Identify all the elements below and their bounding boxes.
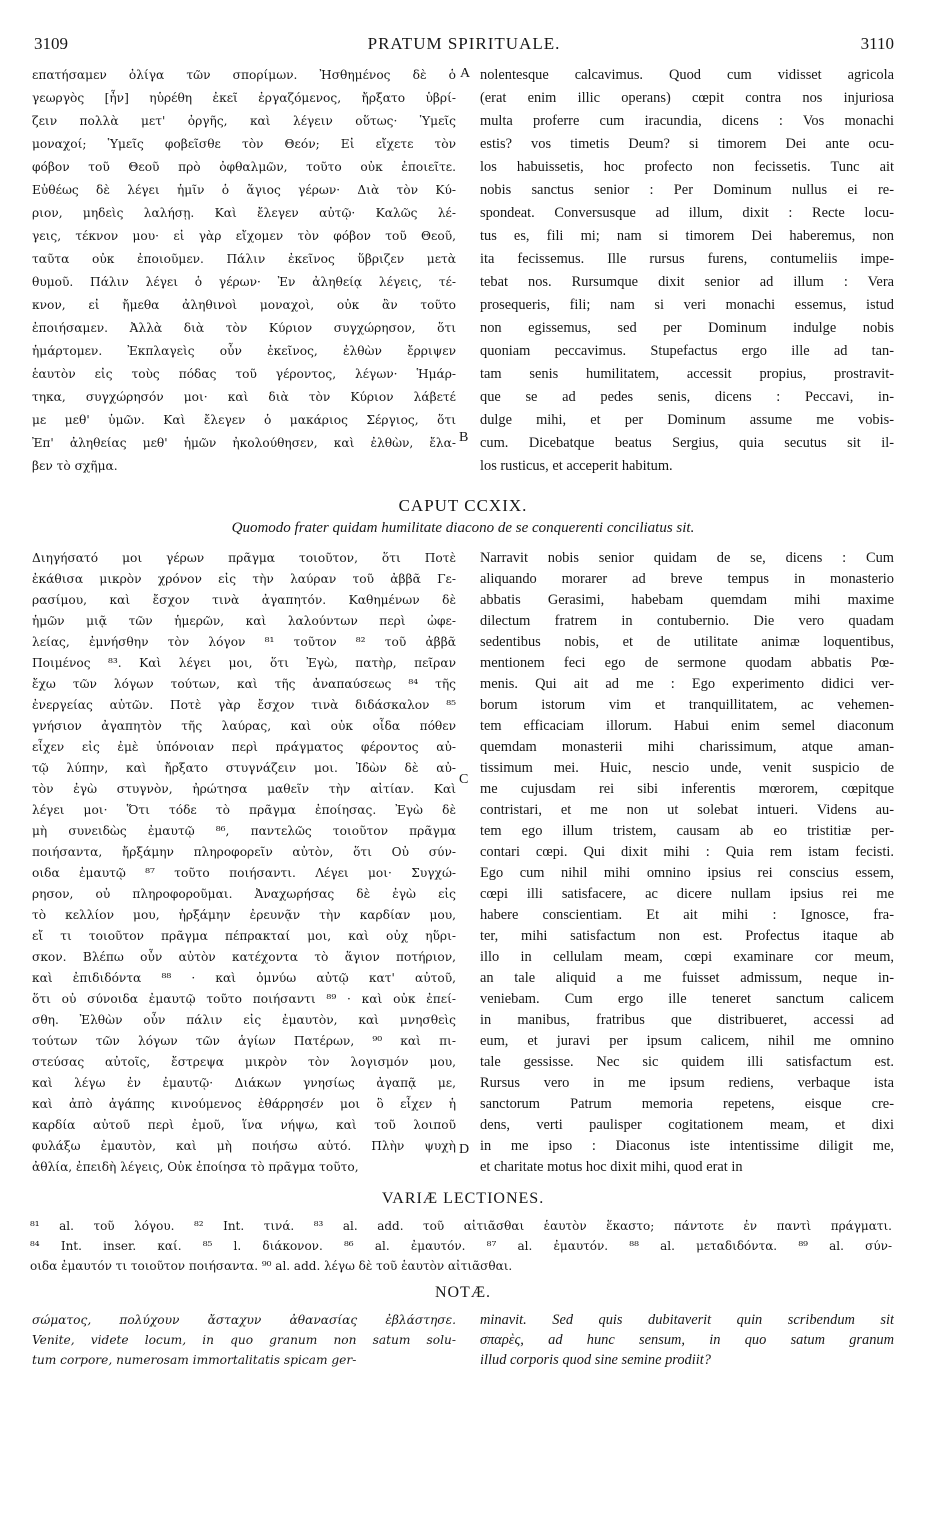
bottom-latin-line: an tale aliquid a me fuisset admissum, neque in- xyxy=(480,970,894,986)
bottom-latin-line: eum, et juravi per ipsum calicem, nihil me omnino xyxy=(480,1033,894,1049)
bottom-latin-line: cœpi illi satisfacere, ac dicere nullam ipsius rei me xyxy=(480,886,894,902)
variae-line: οιδα ἐμαυτόν τι τοιοῦτον ποιήσαντα. ⁹⁰ al. add. λέγω δὲ τοῦ ἑαυτὸν αἰτιᾶσθαι. xyxy=(30,1259,513,1273)
bottom-latin-line: et charitate motus hoc dixit mihi, quod erat in xyxy=(480,1159,743,1175)
bottom-latin-line: tem ego illum tristem, causam ab eo tristitiæ per- xyxy=(480,823,894,839)
notae-right-line: minavit. Sed quis dubitaverit quin scribendum sit xyxy=(480,1312,894,1328)
bottom-latin-line: borum istorum vim et tranquillitatem, ac vehemen- xyxy=(480,697,894,713)
top-greek-line: φόβον τοῦ Θεοῦ πρὸ ὀφθαλμῶν, τοῦτο οὐκ ἐποιεῖτε. xyxy=(32,160,456,174)
notae-left-column xyxy=(32,1310,456,1374)
notae-right-column xyxy=(480,1310,894,1374)
bottom-greek-line: γνήσιον ἀγαπητὸν τῆς λαύρας, καὶ οὐκ οἶδα πόθεν xyxy=(32,719,456,733)
variae-lectiones-heading: VARIÆ LECTIONES. xyxy=(381,1190,545,1207)
top-latin-line: dulge mihi, et per Dominum assume me vobis- xyxy=(480,412,894,428)
bottom-greek-line: Ποιμένος ⁸³. Καὶ λέγει μοι, ὅτι Ἐγὼ, πατὴρ, πεῖραν xyxy=(32,656,456,670)
top-greek-line: Εὐθέως δὲ λέγει ἡμῖν ὁ ἅγιος γέρων· Διὰ τὸν Κύ- xyxy=(32,183,456,197)
bottom-latin-line: in me ipso : Diaconus iste intentissime diligit me, xyxy=(480,1138,894,1154)
margin-letter-c: C xyxy=(459,772,469,787)
top-greek-line: ἑαυτὸν εἰς τοὺς πόδας τοῦ γέροντος, λέγων· Ἡμάρ- xyxy=(32,367,456,381)
top-greek-line: γεις, τέκνον μου· εἰ γὰρ εἴχομεν τὸν φόβον τοῦ Θεοῦ, xyxy=(32,229,456,243)
top-latin-line: tus es, fili mi; nam si timorem Dei haberemus, non xyxy=(480,228,894,244)
top-greek-line: επατήσαμεν ὀλίγα τῶν σπορίμων. Ἠσθημένος δὲ ὁ xyxy=(32,68,456,82)
bottom-latin-line: aliquando morarer ad breve tempus in monasterio xyxy=(480,571,894,587)
bottom-greek-line: Διηγήσατό μοι γέρων πρᾶγμα τοιοῦτον, ὅτι Ποτὲ xyxy=(32,551,456,565)
top-greek-line: ἡμάρτομεν. Ἐκπλαγεὶς οὖν ἐκεῖνος, ἐλθὼν ἔρριψεν xyxy=(32,344,456,358)
top-latin-line: que se ad pedes senis, dicens : Peccavi, in- xyxy=(480,389,894,405)
top-latin-line: tam senis humilitatem, accessit propius, prostravit- xyxy=(480,366,894,382)
top-greek-line: τηκα, συγχώρησόν μοι· καὶ διὰ τὸν Κύριον λάβετέ xyxy=(32,390,456,404)
bottom-greek-line: τὸ κελλίον μου, ἠρξάμην ἐρευνᾷν τὴν καρδίαν μου, xyxy=(32,908,456,922)
top-greek-column xyxy=(32,64,456,484)
bottom-latin-line: in manibus, fratribus que distribueret, accessi ad xyxy=(480,1012,894,1028)
top-latin-line: spondeat. Conversusque ad illum, dixit : Recte locu- xyxy=(480,205,894,221)
bottom-latin-column xyxy=(480,548,894,1188)
top-latin-line: (erat enim illic operans) cœpit contra nos injuriosa xyxy=(480,90,894,106)
bottom-greek-line: σθη. Ἐλθὼν οὖν πάλιν εἰς ἐμαυτὸν, καὶ μνησθεὶς xyxy=(32,1013,456,1027)
chapter-heading: CAPUT CCXIX. xyxy=(398,496,528,515)
notae-left-line: Venite, videte locum, in quo granum non satum solu- xyxy=(32,1333,456,1347)
bottom-greek-line: οιδα ἐμαυτῷ ⁸⁷ τοῦτο ποιήσαντι. Λέγει μοι· Συγχώ- xyxy=(32,866,456,880)
bottom-greek-line: ρησον, οὐ πληροφοροῦμαι. Ἀναχωρήσας δὲ ἐγὼ εἰς xyxy=(32,887,456,901)
top-latin-line: multa proferre cum iracundia, dicens : Vos monachi xyxy=(480,113,894,129)
bottom-greek-line: ὅτι οὐ σύνοιδα ἐμαυτῷ τοῦτο ποιήσαντι ⁸⁹ · καὶ οὐκ ἐπεί- xyxy=(32,992,456,1006)
bottom-greek-line: σκον. Βλέπω οὖν αὐτὸν κατέχοντα τὸ ἅγιον ποτήριον, xyxy=(32,950,456,964)
bottom-latin-line: Rursus vero in me ipsum rediens, verbaque ista xyxy=(480,1075,894,1091)
bottom-latin-line: contari cœpi. Qui dixit mihi : Quia rem istam fecisti. xyxy=(480,844,894,860)
bottom-greek-line: λείας, ἐμνήσθην τὸν λόγον ⁸¹ τοῦτον ⁸² τοῦ ἀββᾶ xyxy=(32,635,456,649)
chapter-subtitle: Quomodo frater quidam humilitate diacono de se conquerenti conciliatus sit. xyxy=(231,520,695,536)
notae-right-line: illud corporis quod sine semine prodiit? xyxy=(480,1352,711,1368)
page-number-left: 3109 xyxy=(34,34,68,53)
running-title: PRATUM SPIRITUALE. xyxy=(367,34,561,53)
variae-line: ⁸⁴ Int. inser. καί. ⁸⁵ l. διάκονον. ⁸⁶ al. ἐμαυτόν. ⁸⁷ al. ἐμαυτόν. ⁸⁸ al. μεταδιδόντα. ⁸⁹ al. σύν- xyxy=(30,1239,892,1253)
top-greek-line: γεωργὸς [ἦν] ηὑρέθη ἐκεῖ ἐργαζόμενος, ἤρξατο ὑβρί- xyxy=(32,91,456,105)
top-greek-line: κνον, εἰ ἤμεθα ἀληθινοὶ μοναχοὶ, οὐκ ἂν τοῦτο xyxy=(32,298,456,312)
bottom-latin-line: me cujusdam rei sibi inferentis mœrorem, cœpitque xyxy=(480,781,894,797)
bottom-greek-line: ἡμῶν μιᾷ τῶν ἡμερῶν, καὶ λαλούντων περὶ ὠφε- xyxy=(32,614,456,628)
bottom-greek-line: φυλάξω ἐμαυτὸν, καὶ μὴ ποιήσω αὐτό. Πλὴν ψυχὴ xyxy=(32,1139,456,1153)
bottom-latin-line: contristari, et me non ut solebat intueri. Videns au- xyxy=(480,802,894,818)
bottom-greek-line: λέγει μοι· Ὅτι τόδε τὸ πρᾶγμα ἐποίησας. Ἐγὼ δὲ xyxy=(32,803,456,817)
top-latin-line: nobis sanctus senior : Per Dominum nullus ei re- xyxy=(480,182,894,198)
bottom-latin-line: dilectum fratrem in contubernio. Die vero quadam xyxy=(480,613,894,629)
bottom-greek-line: ἐνεργείας αὐτῶν. Ποτὲ γὰρ ἔσχον τινὰ διδάσκαλον ⁸⁵ xyxy=(32,698,456,712)
bottom-latin-line: illo in cellulam meam, cœpi examinare cor meum, xyxy=(480,949,894,965)
top-latin-line: cum. Dicebatque beatus Sergius, quia secutus sit il- xyxy=(480,435,894,451)
top-latin-line: estis? vos timetis Deum? si timorem Dei ante ocu- xyxy=(480,136,894,152)
bottom-greek-line: ἔχω τῶν λόγων τούτων, καὶ τῆς ἀναπαύσεως ⁸⁴ τῆς xyxy=(32,677,456,691)
margin-letter-a: A xyxy=(460,66,471,81)
bottom-latin-line: ter, mihi satisfactum non est. Profectus itaque ab xyxy=(480,928,894,944)
top-latin-line: ita fecissemus. Ille rursus furens, contumeliis impe- xyxy=(480,251,894,267)
bottom-greek-line: τὸν ἐγὼ στυγνὸν, ἠρώτησα μαθεῖν τὴν αἰτίαν. Καὶ xyxy=(32,782,456,796)
bottom-greek-line: εἴ τι τοιοῦτον πρᾶγμα πέπρακταί μοι, καὶ οὐχ ηὕρι- xyxy=(32,929,456,943)
top-greek-line: ριον, μηδεὶς λαλήσῃ. Καὶ ἔλεγεν αὐτῷ· Καλῶς λέ- xyxy=(32,206,456,220)
top-latin-line: prosequeris, fili; nam si veri monachi essemus, istud xyxy=(480,297,894,313)
bottom-latin-line: abbatis Gerasimi, habebam quemdam mihi maxime xyxy=(480,592,894,608)
running-header xyxy=(34,34,894,56)
notae-right-line: σπαρὲς, ad hunc sensum, in quo satum granum xyxy=(480,1332,894,1348)
bottom-latin-line: veniebam. Cum ergo ille teneret sanctum calicem xyxy=(480,991,894,1007)
margin-letter-b: B xyxy=(459,430,469,445)
top-greek-line: Ἐπ' ἀληθείας μεθ' ἡμῶν ἠκολούθησεν, καὶ ἐλθὼν, ἔλα- xyxy=(32,436,456,450)
bottom-latin-line: tissimum mei. Huic, nescio unde, venit suspicio de xyxy=(480,760,894,776)
top-latin-line: quoniam peccavimus. Stupefactus ergo ille ad tan- xyxy=(480,343,894,359)
notae-left-line: σώματος, πολύχουν ἄσταχυν ἀθανασίας ἐβλάστησε. xyxy=(32,1313,456,1327)
top-greek-line: βεν τὸ σχῆμα. xyxy=(32,459,118,473)
notae-left-line: tum corpore, numerosam immortalitatis spicam ger- xyxy=(32,1353,357,1367)
page-number-right: 3110 xyxy=(860,34,894,53)
bottom-greek-line: καρδία αὐτοῦ περὶ ἐμοῦ, ἵνα νήψω, καὶ τοῦ λοιποῦ xyxy=(32,1118,456,1132)
top-latin-line: nolentesque calcavimus. Quod cum vidisset agricola xyxy=(480,67,894,83)
top-latin-line: los habuissetis, hoc profecto non fecissetis. Tunc ait xyxy=(480,159,894,175)
bottom-greek-line: τούτων τῶν λόγων τῶν ἁγίων Πατέρων, ⁹⁰ καὶ πι- xyxy=(32,1034,456,1048)
bottom-latin-line: dens, verti paulisper cogitationem meam, et dixi xyxy=(480,1117,894,1133)
bottom-latin-line: sedentibus nobis, et de utilitate animæ loquentibus, xyxy=(480,634,894,650)
bottom-greek-line: μὴ συνειδὼς ἐμαυτῷ ⁸⁶, παντελῶς τοιοῦτον πρᾶγμα xyxy=(32,824,456,838)
variae-line: ⁸¹ al. τοῦ λόγου. ⁸² Int. τινά. ⁸³ al. add. τοῦ αἰτιᾶσθαι ἑαυτὸν ἕκαστο; πάντοτε ἐν παντὶ πράγματι. xyxy=(30,1219,892,1233)
top-greek-line: ζειν πολλὰ μετ' ὀργῆς, καὶ λέγειν οὕτως· Ὑμεῖς xyxy=(32,114,456,128)
top-latin-line: non egissemus, sed per Dominum indulge nobis xyxy=(480,320,894,336)
bottom-greek-line: καὶ ἀπὸ ἀγάπης κινούμενος ἐθάρρησέν μοι ὃ εἶχεν ἡ xyxy=(32,1097,456,1111)
margin-letter-d: D xyxy=(459,1142,470,1157)
bottom-greek-line: ποιήσαντα, ἤρξάμην πληροφορεῖν αὐτὸν, ὅτι Οὐ σύν- xyxy=(32,845,456,859)
bottom-latin-line: Narravit nobis senior quidam de se, dicens : Cum xyxy=(480,550,894,566)
bottom-greek-line: καὶ ἐπιδιδόντα ⁸⁸ · καὶ ὀμνύω αὐτῷ κατ' αὐτοῦ, xyxy=(32,971,456,985)
variae-lectiones xyxy=(30,1216,892,1280)
bottom-greek-line: καὶ λέγω ἐν ἐμαυτῷ· Διάκων γνησίως ἀγαπᾷ με, xyxy=(32,1076,456,1090)
bottom-latin-line: menis. Qui ait ad me : Ego experimento didici ver- xyxy=(480,676,894,692)
top-latin-column xyxy=(480,64,894,484)
top-latin-line: tebat nos. Rursumque dixit senior ad illum : Vera xyxy=(480,274,894,290)
bottom-greek-line: ἐκάθισα μικρὸν χρόνον εἰς τὴν λαύραν τοῦ ἀββᾶ Γε- xyxy=(32,572,456,586)
bottom-greek-line: ρασίμου, καὶ ἔσχον τινὰ ἀγαπητόν. Καθημένων δὲ xyxy=(32,593,456,607)
bottom-latin-line: quemdam monasterii mihi charissimum, atque aman- xyxy=(480,739,894,755)
bottom-latin-line: habere conscientiam. Et ait mihi : Ignosce, fra- xyxy=(480,907,894,923)
bottom-greek-line: ἀθλία, ἐπειδὴ λέγεις, Οὐκ ἐποίησα τὸ πρᾶγμα τοῦτο, xyxy=(32,1160,359,1174)
notae-heading: NOTÆ. xyxy=(434,1284,492,1301)
top-greek-line: μοναχοί; Ὑμεῖς φοβεῖσθε τὸν Θεόν; Εἰ εἴχετε τὸν xyxy=(32,137,456,151)
bottom-greek-line: στεύσας αὐτοῖς, ἔστρεψα μικρὸν τὸν λογισμόν μου, xyxy=(32,1055,456,1069)
bottom-greek-line: εἶχεν εἰς ἐμὲ ὑπόνοιαν περὶ πράγματος φέροντος αὐ- xyxy=(32,740,456,754)
top-greek-line: με μεθ' ὑμῶν. Καὶ ἔλεγεν ὁ μακάριος Σέργιος, ὅτι xyxy=(32,413,456,427)
bottom-latin-line: tem efficaciam illorum. Habui enim semel diaconum xyxy=(480,718,894,734)
bottom-latin-line: Ego cum nihil mihi omnino ipsius rei conscius essem, xyxy=(480,865,894,881)
bottom-latin-line: sanctorum Patrum memoria repetens, eisque cre- xyxy=(480,1096,894,1112)
bottom-greek-column xyxy=(32,548,456,1188)
bottom-latin-line: mentionem feci ego de sermone quodam abbatis Pœ- xyxy=(480,655,894,671)
bottom-latin-line: tale gessisse. Nec sic quidem illi satisfactum est. xyxy=(480,1054,894,1070)
bottom-greek-line: τῷ λύπην, καὶ ἤρξατο στυγνάζειν μοι. Ἰδὼν δὲ αὐ- xyxy=(32,761,456,775)
top-greek-line: ἐποιήσαμεν. Ἀλλὰ διὰ τὸν Κύριον συγχώρησον, ὅτι xyxy=(32,321,456,335)
top-latin-line: los rusticus, et acceperit habitum. xyxy=(480,458,673,474)
top-greek-line: ταῦτα οὐκ ἐποιοῦμεν. Πάλιν ἐκεῖνος ὕβριζεν μετὰ xyxy=(32,252,456,266)
top-greek-line: θυμοῦ. Πάλιν λέγει ὁ γέρων· Ἐν ἀληθείᾳ λέγεις, τέ- xyxy=(32,275,456,289)
